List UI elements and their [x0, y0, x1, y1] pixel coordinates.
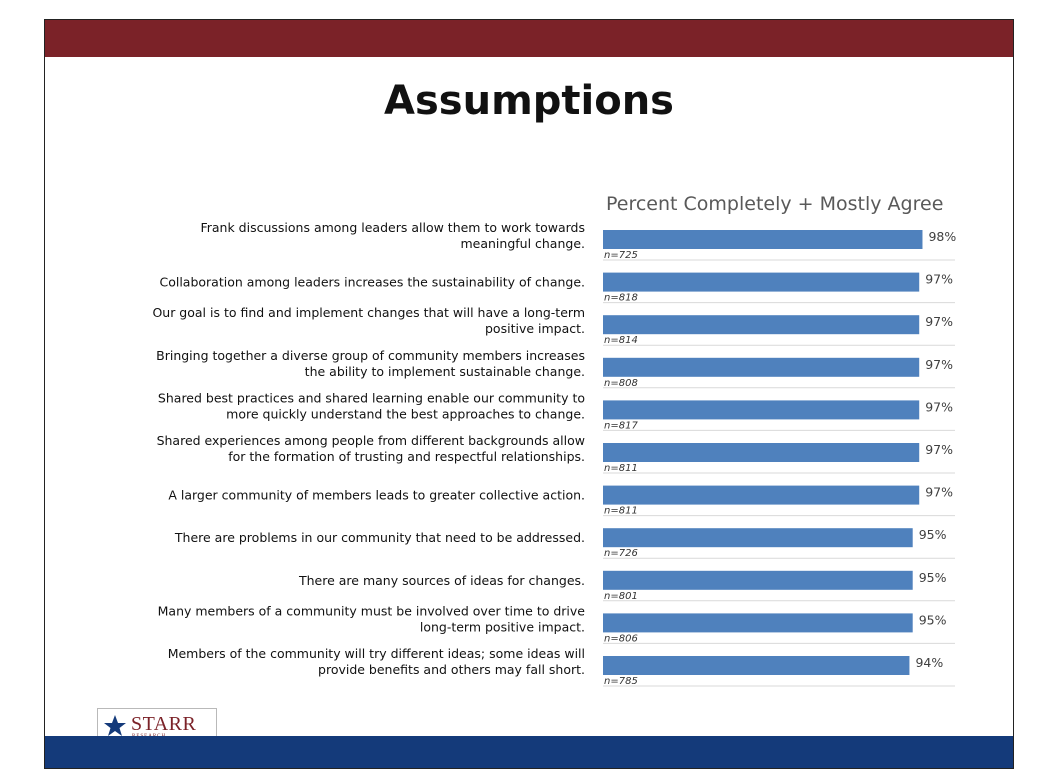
- value-label: 97%: [925, 271, 954, 287]
- bar: [603, 273, 919, 292]
- chart-title: Percent Completely + Mostly Agree: [606, 193, 944, 215]
- bar: [603, 400, 919, 419]
- slide: [44, 19, 1014, 769]
- bar: [603, 571, 913, 590]
- agreement-bar-chart: [45, 20, 1014, 738]
- sample-size-label: n=818: [604, 292, 638, 304]
- bar: [603, 315, 919, 334]
- category-label: Shared experiences among people from different backgrounds allow for the formation of trusting and respectful relationships.: [156, 433, 585, 464]
- value-label: 97%: [925, 356, 954, 372]
- value-label: 97%: [925, 399, 954, 415]
- category-label: There are problems in our community that need to be addressed.: [174, 530, 585, 546]
- value-label: 97%: [925, 314, 954, 330]
- sample-size-label: n=808: [604, 377, 638, 389]
- category-label: Collaboration among leaders increases the sustainability of change.: [159, 274, 585, 290]
- bar: [603, 443, 919, 462]
- category-label: Many members of a community must be involved over time to drive long-term positive impact.: [157, 603, 585, 635]
- category-label: Members of the community will try different ideas; some ideas will provide benefits and others may fall short.: [167, 646, 585, 677]
- category-label: There are many sources of ideas for changes.: [298, 572, 585, 588]
- sample-size-label: n=811: [604, 463, 638, 474]
- star-icon: [103, 714, 127, 738]
- bar: [603, 230, 922, 249]
- bar: [603, 486, 919, 505]
- bar: [603, 528, 913, 547]
- sample-size-label: n=785: [604, 676, 638, 687]
- value-label: 95%: [918, 527, 947, 543]
- sample-size-label: n=725: [604, 250, 638, 261]
- category-label: Our goal is to find and implement changes that will have a long-term positive impact.: [152, 305, 585, 337]
- bar: [603, 656, 909, 675]
- sample-size-label: n=811: [604, 505, 638, 517]
- sample-size-label: n=817: [604, 420, 638, 432]
- sample-size-label: n=726: [604, 548, 638, 560]
- value-label: 95%: [918, 612, 947, 628]
- sample-size-label: n=806: [604, 633, 638, 645]
- category-label: A larger community of members leads to greater collective action.: [168, 487, 585, 503]
- sample-size-label: n=814: [604, 335, 638, 347]
- slide-title: Assumptions: [384, 78, 674, 124]
- logo-text: STARR: [131, 713, 197, 735]
- value-label: 98%: [928, 229, 957, 244]
- category-label: Frank discussions among leaders allow them to work towards meaningful change.: [200, 220, 585, 251]
- bottom-band: [45, 736, 1013, 768]
- category-label: Shared best practices and shared learning enable our community to more quickly understand the best approaches to change.: [157, 390, 585, 422]
- value-label: 97%: [925, 484, 954, 500]
- bar: [603, 358, 919, 377]
- value-label: 94%: [915, 655, 944, 670]
- bar: [603, 613, 913, 632]
- value-label: 97%: [925, 442, 954, 457]
- category-label: Bringing together a diverse group of community members increases the ability to implement sustainable change.: [156, 347, 585, 379]
- value-label: 95%: [918, 569, 947, 585]
- sample-size-label: n=801: [604, 590, 638, 602]
